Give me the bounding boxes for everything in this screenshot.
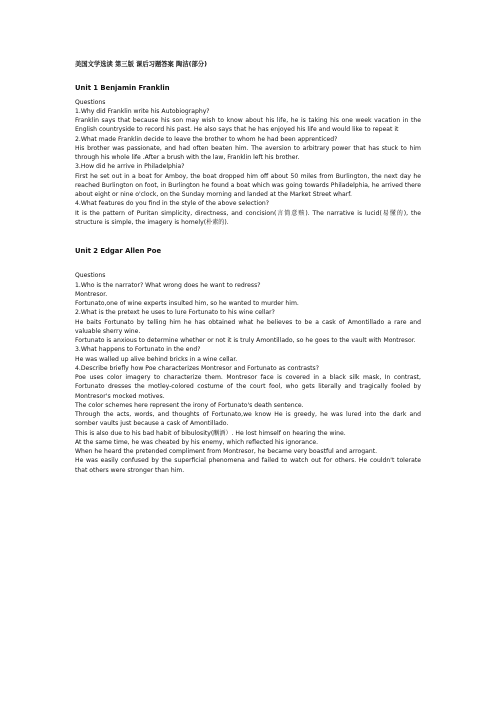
unit-1-answer-4: It is the pattern of Puritan simplicity, directness, and concision(言简意赅). The narrative is lucid(易懂的), the structure is simple, the imagery is homely(朴素的).: [75, 209, 421, 226]
document-page: [75, 60, 421, 475]
unit-2-questions-label: Questions: [75, 272, 106, 280]
unit-2-question-4: 4.Describe briefly how Poe characterizes Montresor and Fortunato as contrasts?: [75, 364, 319, 372]
unit-1-questions-label: Questions: [75, 98, 106, 106]
unit-2-question-1: 1.Who is the narrator? What wrong does he want to redress?: [75, 281, 261, 289]
unit-2-question-2: 2.What is the pretext he uses to lure Fortunato to his wine cellar?: [75, 309, 275, 317]
unit-1-heading: Unit 1 Benjamin Franklin: [75, 84, 170, 93]
unit-2-answer-1b: Fortunato,one of wine experts insulted him, so he wanted to murder him.: [75, 300, 299, 307]
unit-1-question-4: 4.What features do you find in the style of the above selection?: [75, 200, 270, 208]
document-title: 美国文学选读 第三版 课后习题答案 陶洁(部分): [75, 61, 207, 68]
unit-1-section: [75, 84, 421, 227]
unit-2-answer-2a: He baits Fortunato by telling him he has obtained what he believes to be a cask of Amontillado a rare and valuable sherry wine.: [75, 318, 421, 335]
unit-2-answer-3: He was walled up alive behind bricks in a wine cellar.: [75, 355, 238, 363]
unit-2-answer-4f: When he heard the pretended compliment from Montresor, he became very boastful and arrogant.: [75, 448, 378, 455]
unit-1-question-2: 2.What made Franklin decide to leave the brother to whom he had been apprenticed?: [75, 135, 338, 143]
unit-1-question-3: 3.How did he arrive in Philadelphia?: [75, 163, 185, 171]
unit-2-section: [75, 247, 421, 475]
unit-1-question-1: 1.Why did Franklin write his Autobiography?: [75, 107, 210, 115]
unit-2-answer-4g: He was easily confused by the superficial phenomena and failed to watch out for others. He couldn't tolerate that others were stronger than him.: [75, 457, 421, 474]
unit-1-answer-3: First he set out in a boat for Amboy, the boat dropped him off about 50 miles from Burlington, the next day he reached Burlington on foot, in Burlington he found a boat which was going towards Philadelphia, he arrived there about eight or nine o'clock, on the Sunday morning and landed at the Market Street wharf.: [75, 172, 421, 198]
unit-2-answer-4e: At the same time, he was cheated by his enemy, which reflected his ignorance.: [75, 438, 319, 446]
unit-2-question-3: 3.What happens to Fortunato in the end?: [75, 346, 201, 354]
unit-2-answer-2b: Fortunato is anxious to determine whether or not it is truly Amontillado, so he goes to the vault with Montresor.: [75, 337, 416, 344]
spacer: [75, 260, 421, 271]
unit-2-answer-4d: This is also due to his bad habit of bibulosity(酗酒）. He lost himself on hearing the wine.: [75, 429, 346, 437]
unit-2-answer-1a: Montresor.: [75, 290, 108, 298]
unit-1-answer-2: His brother was passionate, and had often beaten him. The aversion to arbitrary power that has stuck to him through his whole life .After a brush with the law, Franklin left his brother.: [75, 144, 421, 161]
unit-1-answer-1: Franklin says that because his son may wish to know about his life, he is taking his one week vacation in the English countryside to record his past. He also says that he has enjoyed his life and would like to repeat it: [75, 117, 421, 134]
unit-2-heading: Unit 2 Edgar Allen Poe: [75, 247, 162, 255]
unit-2-answer-4a: Poe uses color imagery to characterize them. Montresor face is covered in a black silk mask, In contrast, Fortunato dresses the motley-colored costume of the court fool, who gets literally and tragically fooled by Montresor's mocked motives.: [75, 374, 421, 400]
unit-2-answer-4c: Through the acts, words, and thoughts of Fortunato,we know He is greedy, he was lured into the dark and somber vaults just because a cask of Amontillado.: [75, 411, 421, 428]
unit-2-answer-4b: The color schemes here represent the irony of Fortunato's death sentence.: [75, 401, 304, 409]
